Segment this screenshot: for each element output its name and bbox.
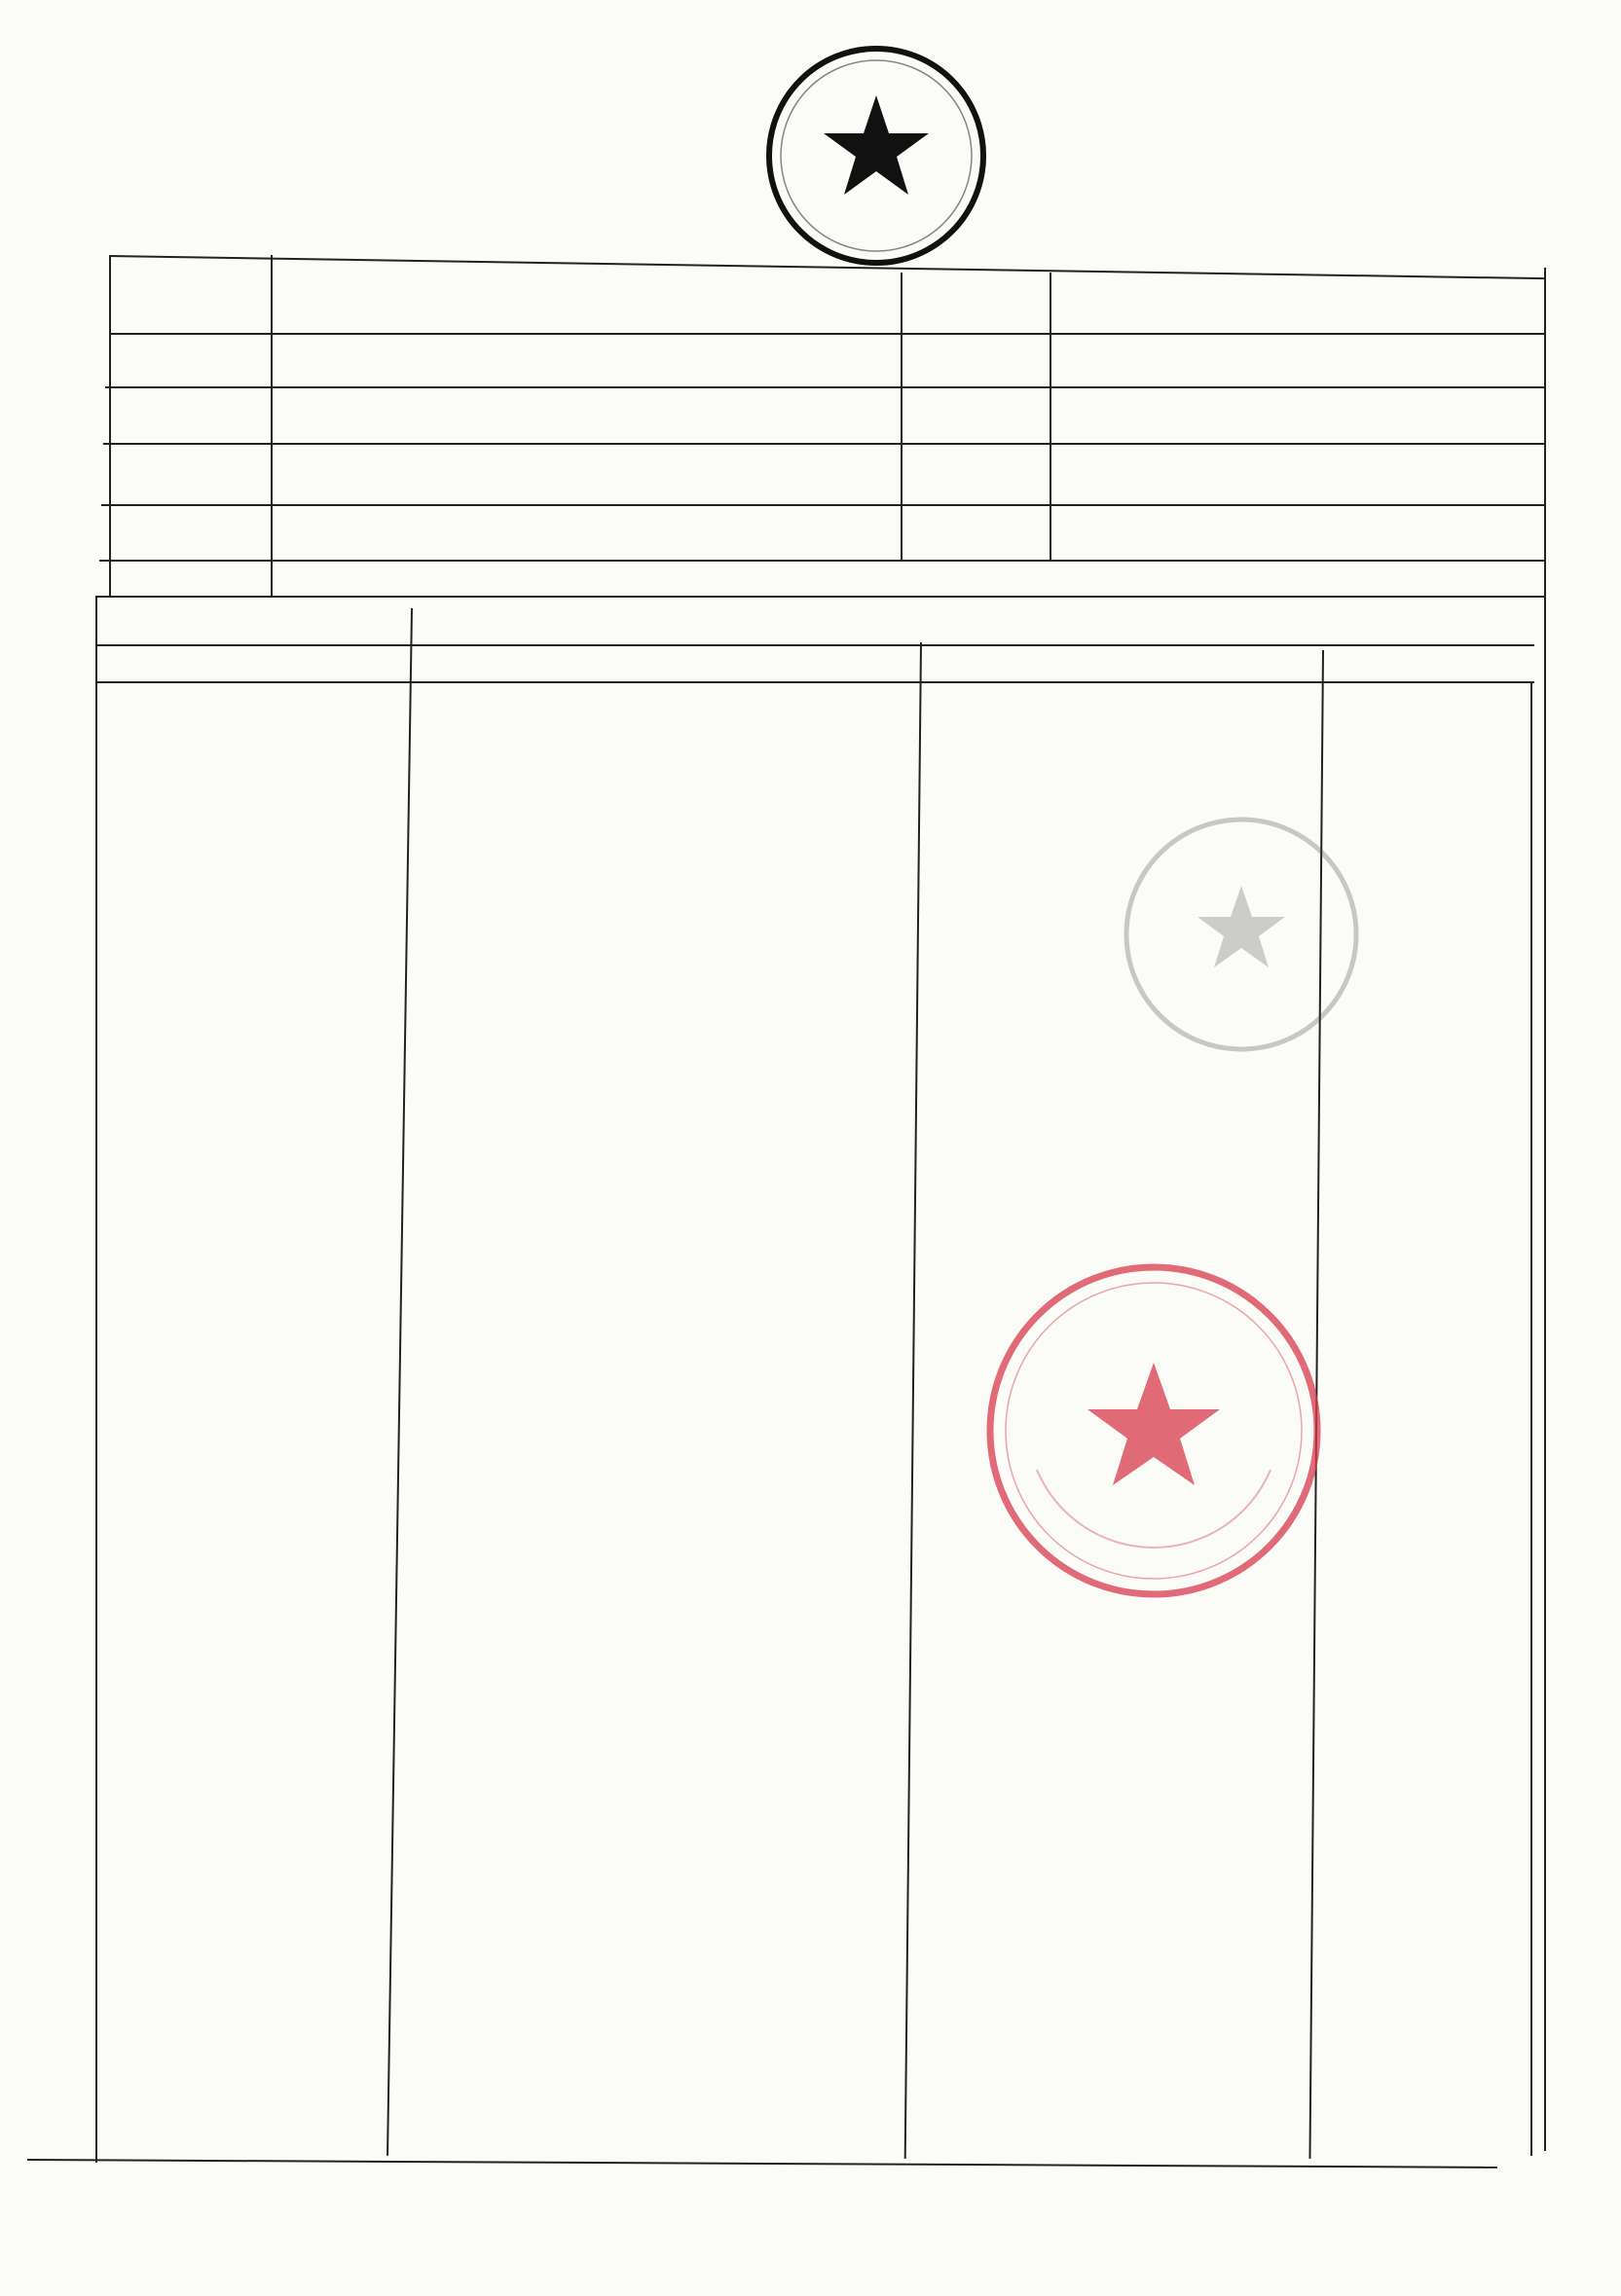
faint-seal xyxy=(1115,808,1368,1061)
company-red-seal xyxy=(978,1256,1329,1606)
inspection-seal xyxy=(759,39,993,273)
